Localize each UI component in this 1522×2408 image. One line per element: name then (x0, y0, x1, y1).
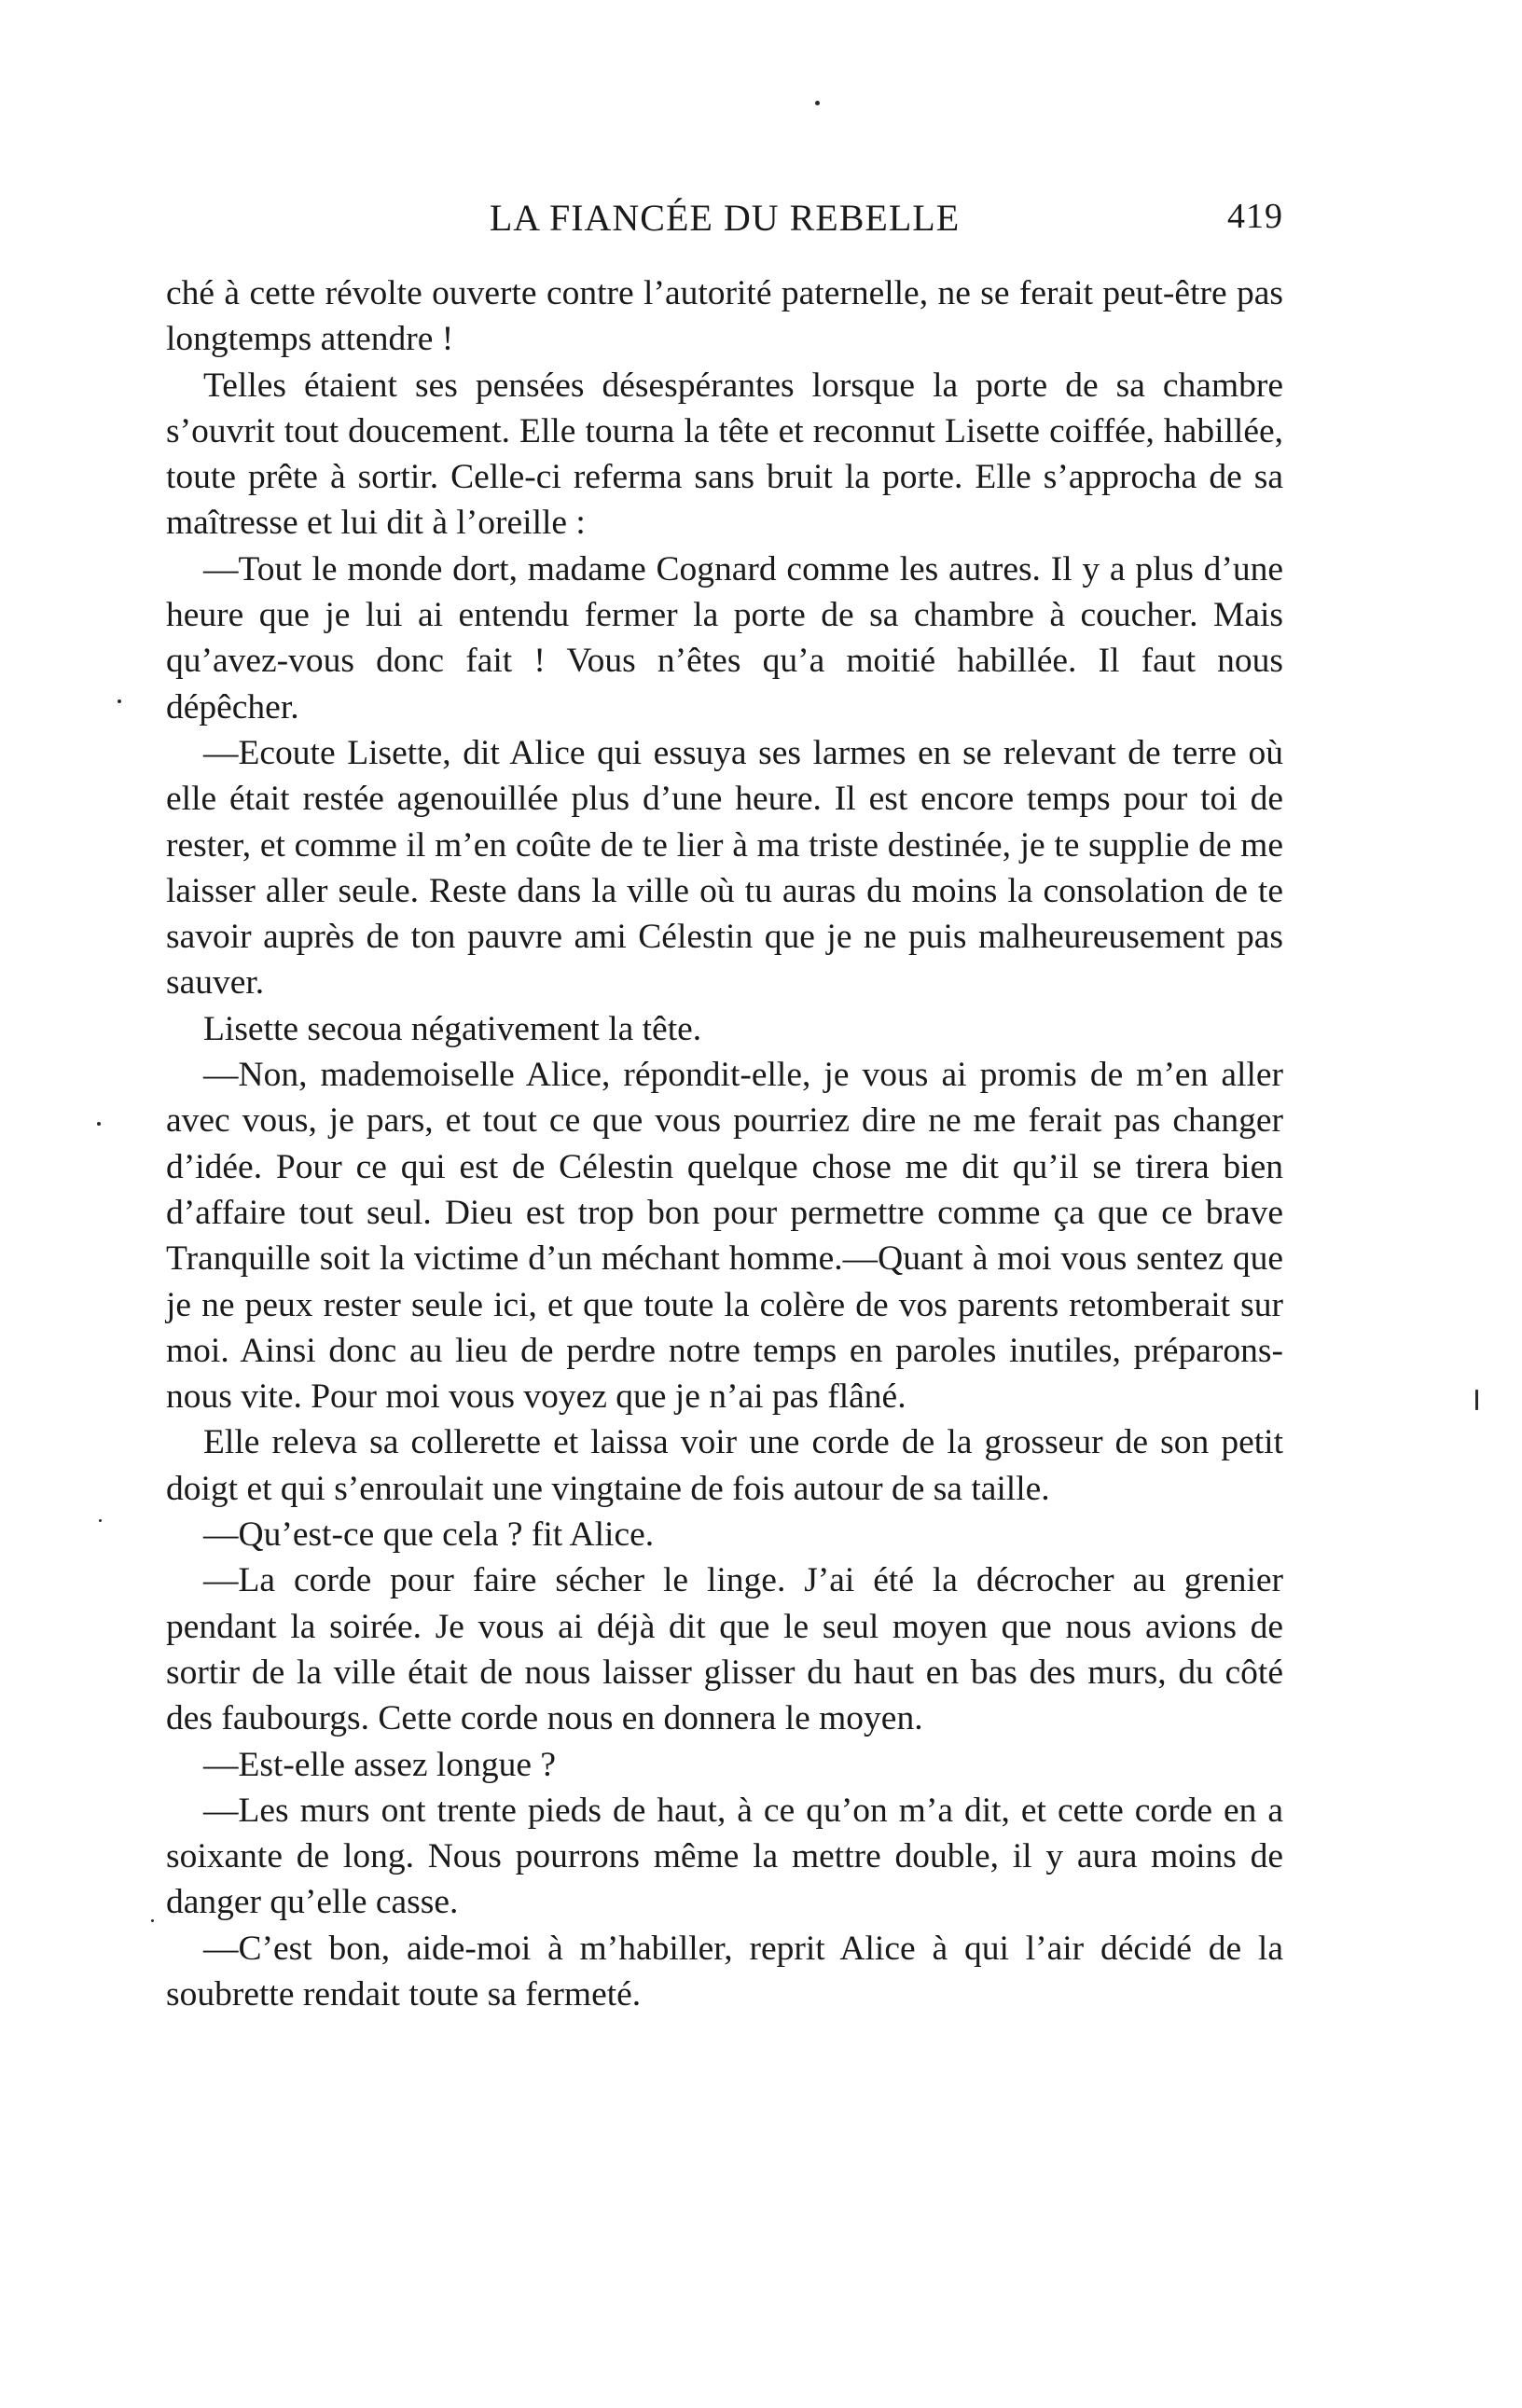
paragraph: —Les murs ont trente pieds de haut, à ce qu’on m’a dit, et cette corde en a soixante de long. Nous pourrons même la mettre double, il y aura moins de danger qu’elle casse. (166, 1791, 1283, 1922)
paragraph: ché à cette révolte ouverte contre l’autorité paternelle, ne se ferait peut-être pas longtemps attendre ! (166, 274, 1283, 359)
ink-speck (151, 1919, 154, 1922)
paragraph: Elle releva sa collerette et laissa voir une corde de la grosseur de son petit doigt et qui s’enroulait une vingtaine de fois autour de sa taille. (166, 1423, 1283, 1508)
paragraph: Telles étaient ses pensées désespérantes lorsque la porte de sa chambre s’ouvrit tout doucement. Elle tourna la tête et reconnut Lisette coiffée, habillée, toute prête à sortir. Celle-ci referma sans bruit la porte. Elle s’approcha de sa maîtresse et lui dit à l’oreille : (166, 366, 1283, 543)
paragraph: —Est-elle assez longue ? (203, 1745, 556, 1784)
ink-speck (97, 1122, 101, 1126)
paragraph: —La corde pour faire sécher le linge. J’ai été la décrocher au grenier pendant la soirée. Je vous ai déjà dit que le seul moyen que nous avions de sortir de la ville était de nous laisser glisser du haut en bas des murs, du côté des faubourgs. Cette corde nous en donnera le moyen. (166, 1561, 1283, 1738)
page-number: 419 (1227, 197, 1283, 236)
ink-speck (118, 699, 121, 703)
ink-speck (815, 101, 820, 105)
paragraph: —Tout le monde dort, madame Cognard comme les autres. Il y a plus d’une heure que je lui ai entendu fermer la porte de sa chambre à coucher. Mais qu’avez-vous donc fait ! Vous n’êtes qu’a moitié habillée. Il faut nous dépêcher. (166, 549, 1283, 727)
ink-speck (1475, 1390, 1478, 1410)
running-title: LA FIANCÉE DU REBELLE (489, 197, 961, 239)
body-text (166, 270, 1283, 2017)
paragraph: —Non, mademoiselle Alice, répondit-elle, je vous ai promis de m’en aller avec vous, je pars, et tout ce que vous pourriez dire ne me ferait pas changer d’idée. Pour ce qui est de Célestin quelque chose me dit qu’il se tirera bien d’affaire tout seul. Dieu est trop bon pour permettre comme ça que ce brave Tranquille soit la victime d’un méchant homme.—Quant à moi vous sentez que je ne peux rester seule ici, et que toute la colère de vos parents retomberait sur moi. Ainsi donc au lieu de perdre notre temps en paroles inutiles, préparons-nous vite. Pour moi vous voyez que je n’ai pas flâné. (166, 1056, 1283, 1417)
paragraph: —Qu’est-ce que cela ? fit Alice. (203, 1515, 655, 1555)
paragraph: —C’est bon, aide-moi à m’habiller, reprit Alice à qui l’air décidé de la soubrette rendait toute sa fermeté. (166, 1929, 1283, 2014)
paragraph: —Ecoute Lisette, dit Alice qui essuya ses larmes en se relevant de terre où elle était restée agenouillée plus d’une heure. Il est encore temps pour toi de rester, et comme il m’en coûte de te lier à ma triste destinée, je te supplie de me laisser aller seule. Reste dans la ville où tu auras du moins la consolation de te savoir auprès de ton pauvre ami Célestin que je ne puis malheureusement pas sauver. (166, 733, 1283, 1003)
running-head (166, 196, 1283, 252)
paragraph: Lisette secoua négativement la tête. (203, 1009, 702, 1048)
ink-speck (99, 1519, 102, 1522)
